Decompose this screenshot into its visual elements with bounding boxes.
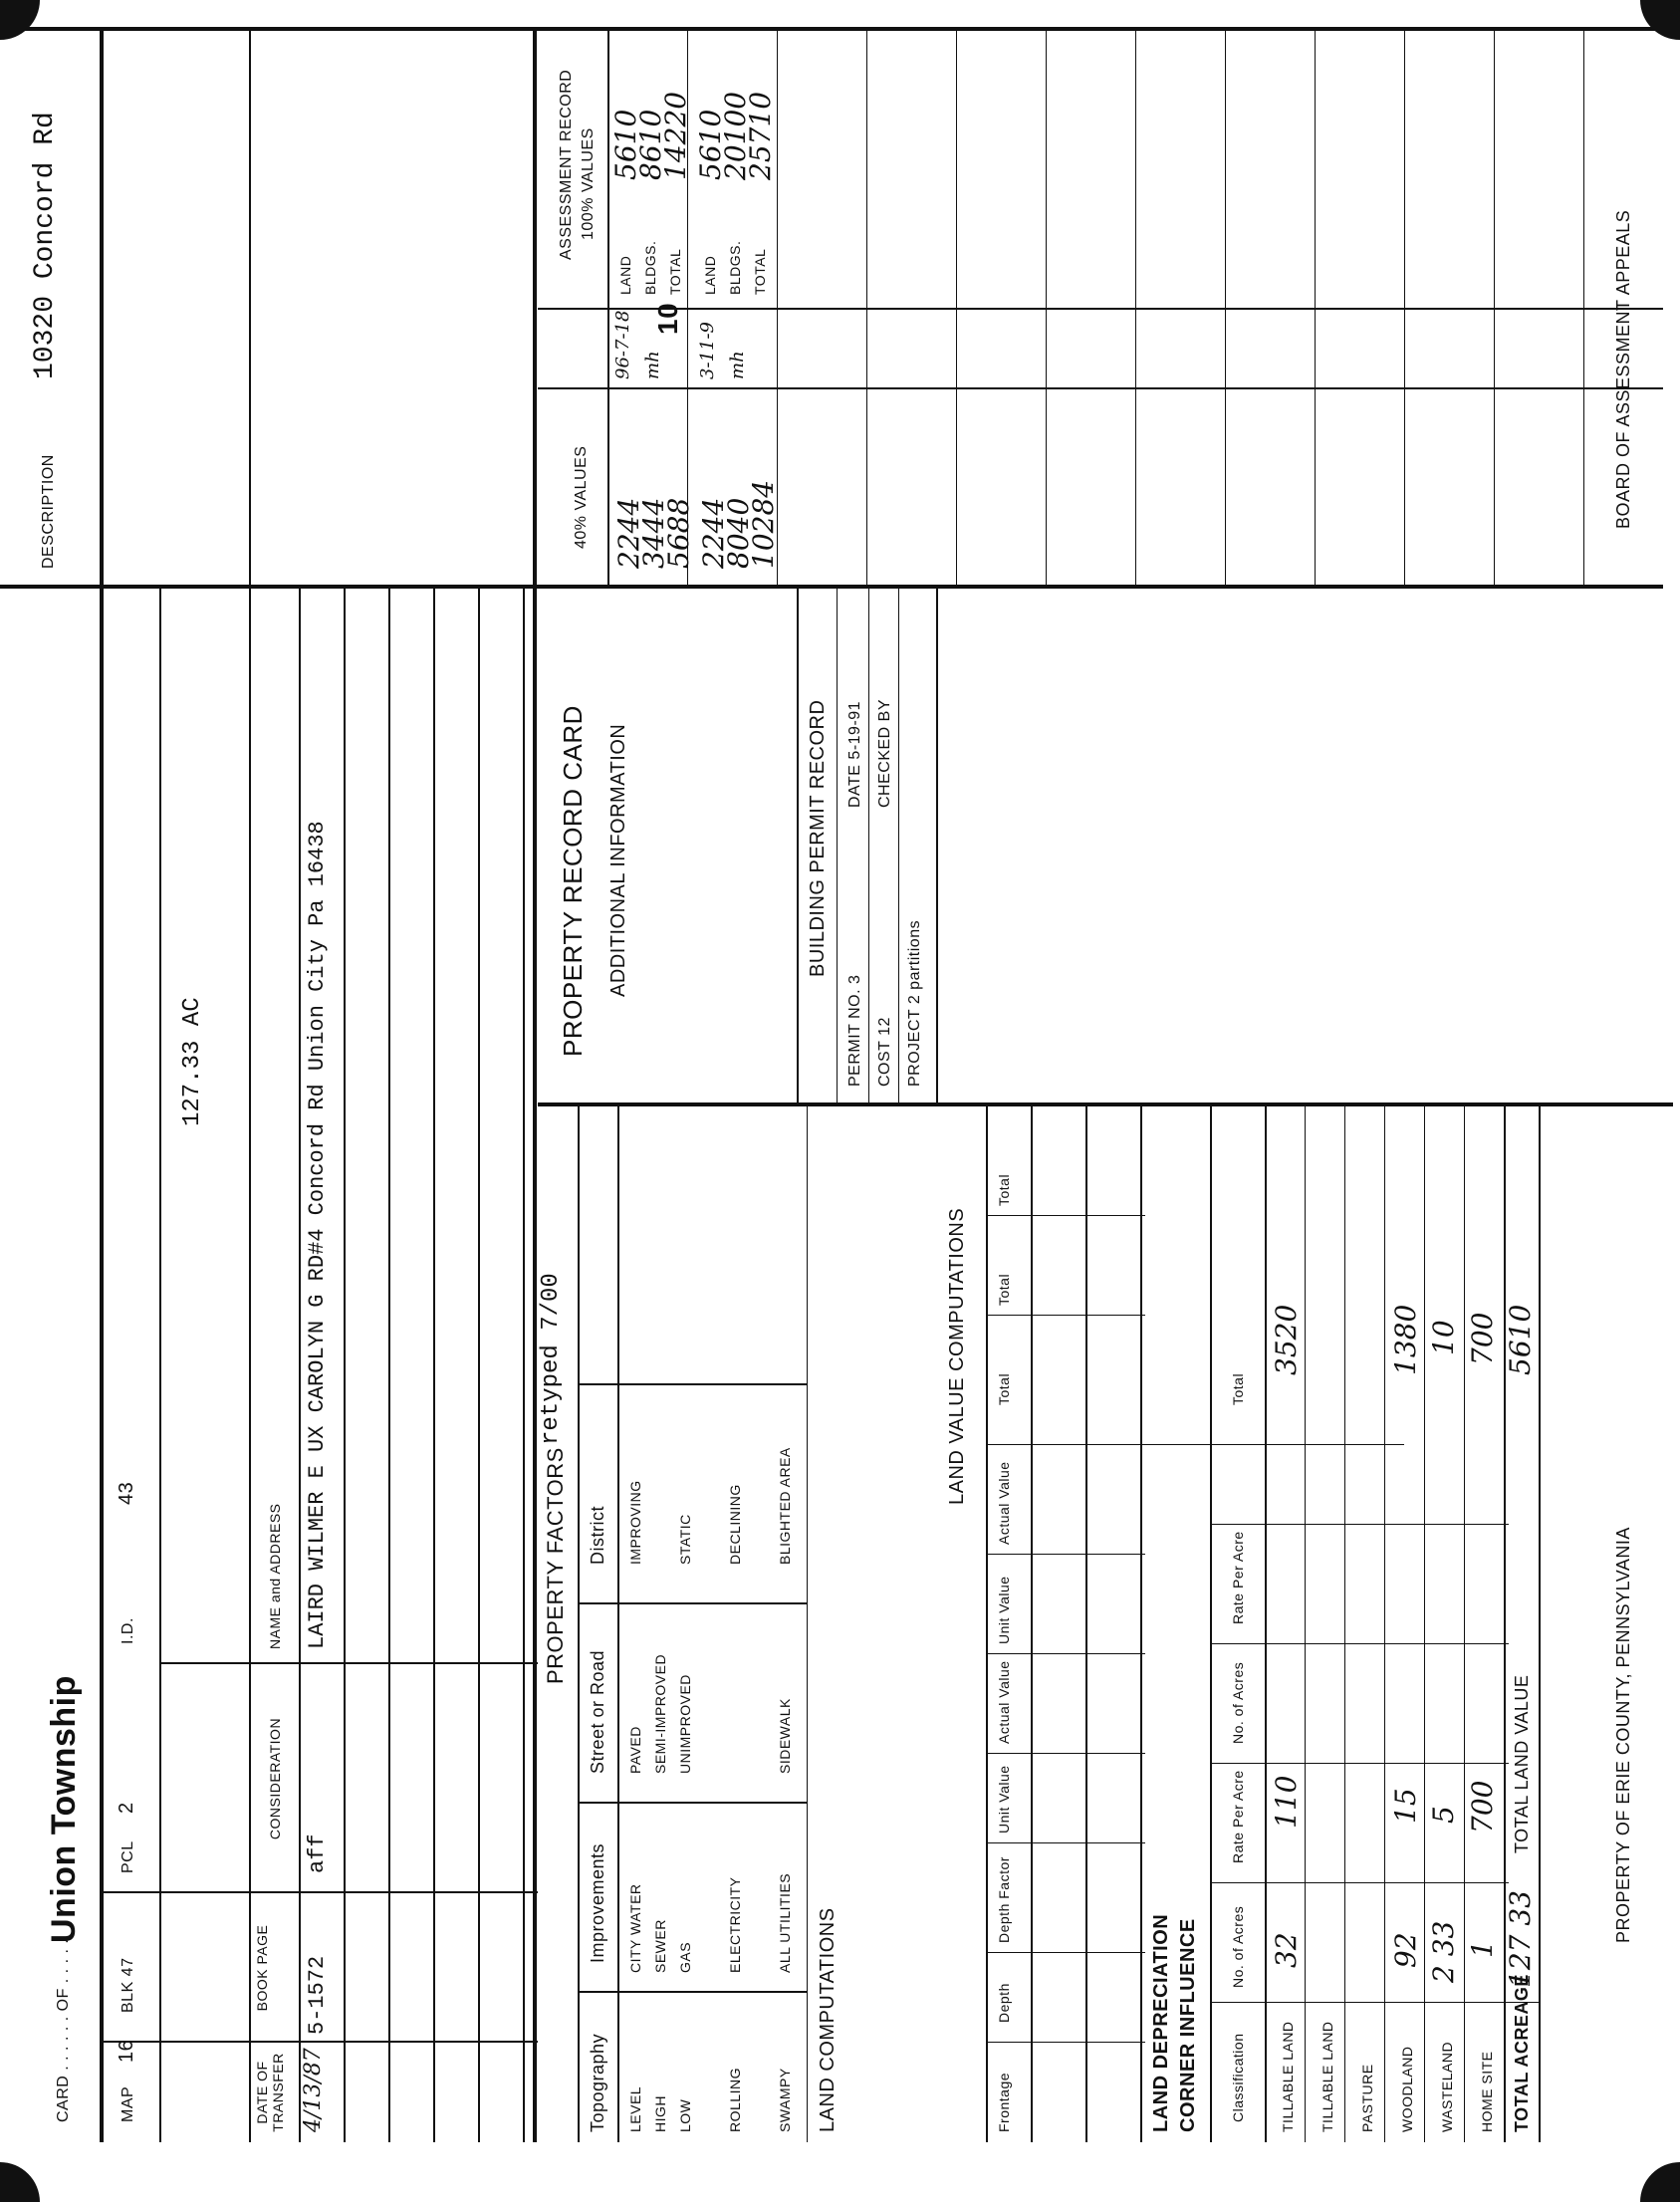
class-tillable-2: TILLABLE LAND (1320, 2021, 1335, 2132)
id-value: 43 (116, 1481, 137, 1505)
assess-bldgs-2: BLDGS. (727, 240, 743, 295)
topo-rolling: ROLLING (727, 2068, 743, 2132)
acres-home-site: 1 (1466, 1940, 1499, 1958)
street-paved: PAVED (627, 1726, 643, 1774)
assess-bldgs-1: BLDGS. (642, 240, 658, 295)
assess-total-1: TOTAL (667, 248, 683, 295)
impr-all-utilities: ALL UTILITIES (777, 1872, 793, 1973)
building-permit-title: BUILDING PERMIT RECORD (807, 699, 829, 977)
transfer-consideration: aff (305, 1834, 330, 1873)
col-street: Street or Road (588, 1649, 607, 1774)
assess-value-1: 5610 (609, 109, 642, 180)
col-district: District (588, 1506, 607, 1565)
description-label: DESCRIPTION (40, 454, 57, 569)
rule (100, 31, 104, 2142)
col-rate-per-acre-2: Rate Per Acre (1230, 1531, 1246, 1624)
permit-no: PERMIT NO. 3 (846, 974, 863, 1087)
date-note-4: mh (727, 351, 748, 379)
assess-value-5: 20100 (719, 91, 752, 180)
class-tillable-1: TILLABLE LAND (1280, 2021, 1296, 2132)
col-unit-value: Unit Value (996, 1765, 1012, 1834)
assess-value-4: 5610 (694, 109, 727, 180)
id-label: I.D. (120, 1617, 136, 1644)
col-name: NAME and ADDRESS (267, 1503, 283, 1649)
retyped-note: retyped 7/00 (538, 1273, 565, 1445)
land-computations-title: LAND COMPUTATIONS (817, 1907, 839, 2132)
record-card-title: PROPERTY RECORD CARD (558, 705, 588, 1057)
total-woodland: 1380 (1389, 1304, 1422, 1375)
class-home-site: HOME SITE (1479, 2051, 1495, 2132)
col-total: Total (1230, 1372, 1246, 1405)
property-factors-title: PROPERTY FACTORS (543, 1447, 568, 1684)
map-label: MAP (120, 2085, 136, 2122)
permit-cost: COST 12 (876, 1017, 893, 1087)
total-land-value: 5610 (1504, 1304, 1537, 1375)
col-actual-value: Actual Value (996, 1660, 1012, 1744)
transfer-book: 5-1572 (305, 1955, 330, 2035)
total-acreage-label: TOTAL ACREAGE (1512, 1974, 1532, 2132)
street-unimproved: UNIMPROVED (677, 1674, 693, 1774)
col-classification: Classification (1230, 2033, 1246, 2122)
assess-total-2: TOTAL (752, 248, 768, 295)
land-depreciation-title: LAND DEPRECIATION (1150, 1913, 1172, 2132)
assess-land-2: LAND (702, 255, 718, 295)
topo-high: HIGH (652, 2095, 668, 2132)
district-improving: IMPROVING (627, 1480, 643, 1565)
land-value-computations-title: LAND VALUE COMPUTATIONS (946, 1207, 968, 1505)
topo-low: LOW (677, 2098, 693, 2132)
col-frontage: Frontage (996, 2072, 1012, 2132)
blk-label: BLK 47 (120, 1957, 136, 2013)
pcl-value: 2 (116, 1802, 137, 1814)
total-wasteland: 10 (1427, 1320, 1460, 1355)
total-acreage-value: 127 33 (1504, 1890, 1537, 1988)
assess-land-1: LAND (617, 255, 633, 295)
acres-wasteland: 2 33 (1427, 1920, 1460, 1983)
acreage-value: 127.33 AC (179, 997, 206, 1126)
impr-electricity: ELECTRICITY (727, 1876, 743, 1973)
value40-3: 5688 (662, 497, 695, 569)
assess-value-3: 14220 (659, 91, 692, 180)
topo-swampy: SWAMPY (777, 2068, 793, 2132)
district-static: STATIC (677, 1514, 693, 1565)
ten-mark: 10 (652, 302, 683, 335)
transfer-date: 4/13/87 (301, 2048, 326, 2132)
assessment-sub: 100% VALUES (580, 127, 597, 240)
district-blighted: BLIGHTED AREA (777, 1447, 793, 1565)
col-total-3: Total (996, 1173, 1012, 1206)
col-book: BOOK PAGE (254, 1924, 270, 2012)
permit-checked-by: CHECKED BY (876, 698, 893, 808)
district-declining: DECLINING (727, 1484, 743, 1565)
date-note-3: 3-11-9 (697, 322, 718, 379)
impr-sewer: SEWER (652, 1919, 668, 1973)
class-woodland: WOODLAND (1399, 2046, 1415, 2132)
township-title: Union Township (45, 1675, 83, 1943)
permit-date: DATE 5-19-91 (846, 700, 863, 808)
topo-level: LEVEL (627, 2085, 643, 2132)
footer-right: BOARD OF ASSESSMENT APPEALS (1613, 209, 1633, 529)
col-no-acres: No. of Acres (1230, 1905, 1246, 1988)
assess-value-6: 25710 (744, 91, 777, 180)
assessment-header: ASSESSMENT RECORD (558, 69, 575, 260)
street-semi: SEMI-IMPROVED (652, 1653, 668, 1774)
col-total-2: Total (996, 1273, 1012, 1306)
col-improvements: Improvements (588, 1842, 607, 1963)
rate-woodland: 15 (1389, 1788, 1422, 1824)
col-date: DATE OF TRANSFER (254, 2053, 286, 2132)
rate-tillable: 110 (1270, 1775, 1303, 1829)
date-note-1: 96-7-18 (612, 310, 633, 379)
impr-gas: GAS (677, 1941, 693, 1973)
value40-2: 3444 (637, 497, 670, 569)
card-label: CARD . . . . . . OF . . . . . (55, 1938, 72, 2122)
additional-info-label: ADDITIONAL INFORMATION (607, 723, 629, 997)
map-value: 16 (116, 2039, 137, 2063)
acres-woodland: 92 (1389, 1932, 1422, 1968)
col-consideration: CONSIDERATION (267, 1717, 283, 1840)
col-actual-value-2: Actual Value (996, 1461, 1012, 1545)
rate-wasteland: 5 (1427, 1806, 1460, 1824)
class-pasture: PASTURE (1359, 2064, 1375, 2132)
date-note-2: mh (642, 351, 663, 379)
col-rate-per-acre: Rate Per Acre (1230, 1770, 1246, 1863)
value40-6: 10284 (747, 479, 780, 569)
impr-city-water: CITY WATER (627, 1883, 643, 1973)
class-wasteland: WASTELAND (1439, 2041, 1455, 2132)
pcl-label: PCL (120, 1840, 136, 1873)
col-unit-value-2: Unit Value (996, 1576, 1012, 1644)
footer-left: PROPERTY OF ERIE COUNTY, PENNSYLVANIA (1613, 1527, 1633, 1943)
total-home-site: 700 (1466, 1312, 1499, 1365)
description-value: 10320 Concord Rd (30, 112, 61, 379)
value40-5: 8040 (722, 497, 755, 569)
assess-value-2: 8610 (634, 109, 667, 180)
col-depth-factor: Depth Factor (996, 1856, 1012, 1943)
col-topography: Topography (588, 2033, 607, 2132)
values-40-header: 40% VALUES (573, 445, 590, 549)
acres-tillable: 32 (1270, 1932, 1303, 1968)
col-depth: Depth (996, 1983, 1012, 2023)
total-land-value-label: TOTAL LAND VALUE (1512, 1674, 1532, 1853)
value40-4: 2244 (697, 497, 730, 569)
rate-home-site: 700 (1466, 1780, 1499, 1834)
col-total-1: Total (996, 1372, 1012, 1405)
permit-project: PROJECT 2 partitions (906, 919, 923, 1087)
col-no-acres-2: No. of Acres (1230, 1661, 1246, 1744)
street-sidewalk: SIDEWALK (777, 1698, 793, 1774)
total-tillable: 3520 (1270, 1304, 1303, 1375)
corner-influence-title: CORNER INFLUENCE (1177, 1918, 1199, 2132)
transfer-name-address: LAIRD WILMER E UX CAROLYN G RD#4 Concord Rd Union City Pa 16438 (305, 821, 330, 1649)
value40-1: 2244 (612, 497, 645, 569)
